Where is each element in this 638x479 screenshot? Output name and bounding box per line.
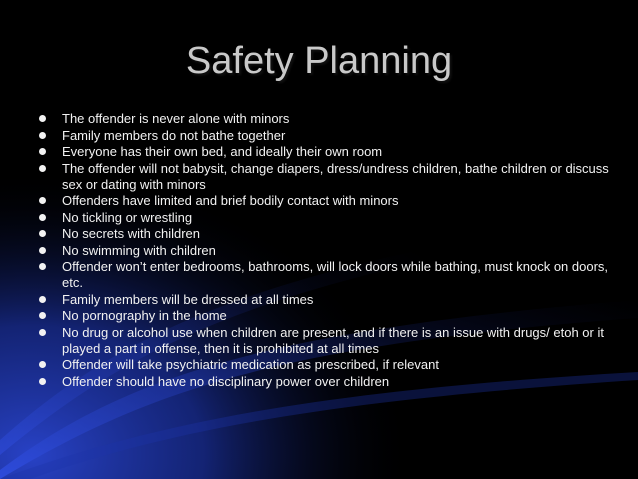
bullet-text: No secrets with children	[62, 226, 200, 241]
bullet-item	[35, 357, 615, 373]
bullet-dot-icon	[39, 214, 46, 221]
bullet-text: The offender will not babysit, change diapers, dress/undress children, bathe children or discuss sex or dating with minors	[62, 160, 609, 192]
bullet-dot-icon	[39, 361, 46, 368]
bullet-item	[35, 111, 615, 127]
bullet-text: No pornography in the home	[62, 308, 227, 323]
bullet-list	[35, 111, 615, 390]
bullet-text: Offender won’t enter bedrooms, bathrooms, will lock doors while bathing, must knock on doors, etc.	[62, 259, 609, 290]
bullet-item	[35, 292, 615, 308]
bullet-item	[35, 259, 615, 291]
bullet-dot-icon	[39, 247, 46, 254]
bullet-text: Everyone has their own bed, and ideally their own room	[62, 144, 383, 159]
bullet-text: No swimming with children	[62, 242, 216, 258]
bullet-item	[35, 144, 615, 160]
bullet-item	[35, 226, 615, 242]
bullet-dot-icon	[39, 312, 46, 319]
bullet-dot-icon	[39, 230, 46, 237]
bullet-item	[35, 308, 615, 324]
slide-title: Safety Planning	[185, 40, 453, 82]
bullet-dot-icon	[39, 115, 46, 122]
bullet-item	[35, 243, 615, 259]
bullet-text: Offender should have no disciplinary power over children	[62, 373, 390, 389]
bullet-dot-icon	[39, 197, 46, 204]
bullet-dot-icon	[39, 132, 46, 139]
bullet-text: Family members do not bathe together	[62, 127, 286, 143]
bullet-text: Family members will be dressed at all times	[62, 291, 314, 307]
bullet-text: No drug or alcohol use when children are present, and if there is an issue with drugs/ etoh or it played a part in offense, then it is prohibited at all times	[62, 324, 604, 356]
bullet-dot-icon	[39, 329, 46, 336]
bullet-dot-icon	[39, 148, 46, 155]
bullet-text: Offender will take psychiatric medication as prescribed, if relevant	[62, 357, 439, 372]
bullet-item	[35, 374, 615, 390]
bullet-item	[35, 193, 615, 209]
bullet-dot-icon	[39, 165, 46, 172]
bullet-text: Offenders have limited and brief bodily contact with minors	[62, 193, 399, 208]
bullet-dot-icon	[39, 296, 46, 303]
bullet-dot-icon	[39, 263, 46, 270]
bullet-item	[35, 325, 615, 357]
bullet-text: No tickling or wrestling	[62, 209, 193, 225]
bullet-item	[35, 128, 615, 144]
bullet-item	[35, 161, 615, 193]
bullet-dot-icon	[39, 378, 46, 385]
bullet-item	[35, 210, 615, 226]
bullet-text: The offender is never alone with minors	[62, 111, 290, 126]
